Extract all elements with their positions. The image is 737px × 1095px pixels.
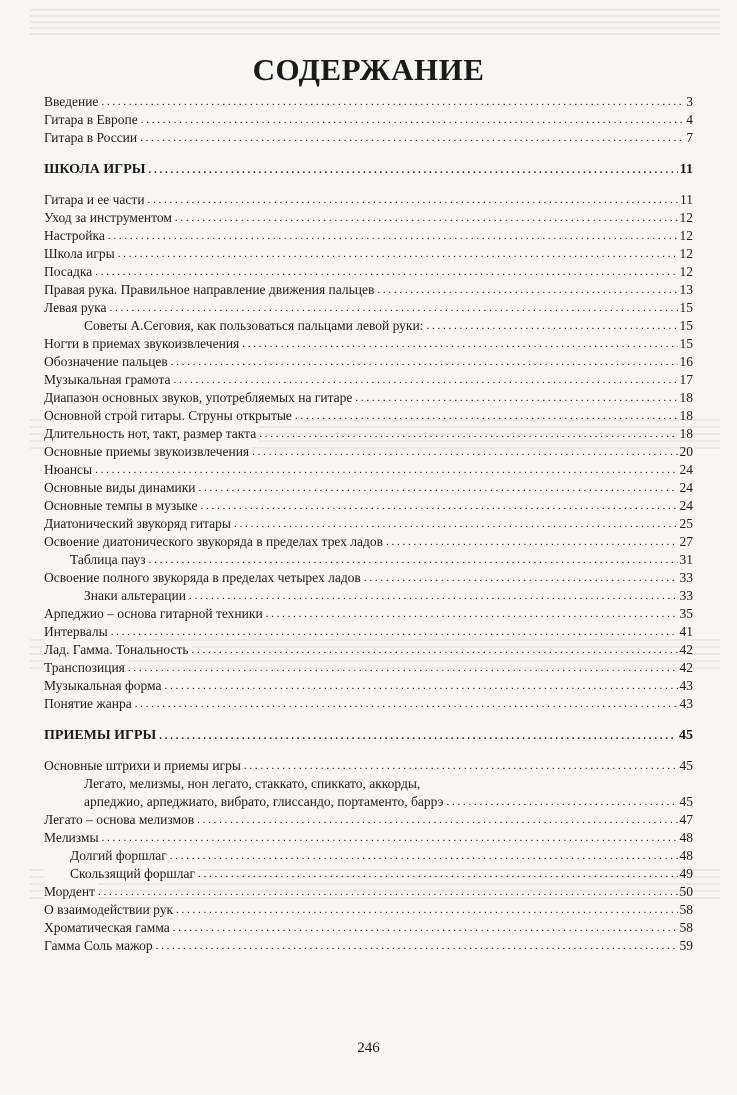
toc-entry[interactable]	[44, 793, 693, 811]
dot-leader	[386, 533, 677, 551]
toc-entry[interactable]	[44, 461, 693, 479]
toc-entry-label: Правая рука. Правильное направление движения пальцев	[44, 281, 377, 299]
section-title: ПРИЕМЫ ИГРЫ	[44, 727, 159, 745]
toc-entry-label: Основные штрихи и приемы игры	[44, 757, 244, 775]
toc-entry[interactable]	[44, 551, 693, 569]
page-title: СОДЕРЖАНИЕ	[252, 52, 485, 87]
toc-entry-page: 31	[679, 552, 693, 567]
toc-entry-page: 24	[679, 462, 693, 477]
dot-leader	[128, 659, 678, 677]
dot-leader	[201, 497, 678, 515]
dot-leader	[259, 425, 677, 443]
toc-entry-label: Диатонический звукоряд гитары	[44, 515, 234, 533]
toc-entry[interactable]	[44, 263, 693, 281]
dot-leader	[189, 587, 678, 605]
toc-entry-label: Основные темпы в музыке	[44, 497, 201, 515]
toc-entry-label: Лад. Гамма. Тональность	[44, 641, 192, 659]
dot-leader	[266, 605, 678, 623]
toc-entry[interactable]	[44, 829, 693, 847]
toc-entry[interactable]	[44, 865, 693, 883]
toc-entry-label: Нюансы	[44, 461, 95, 479]
toc-entry[interactable]	[44, 317, 693, 335]
toc-entry[interactable]	[44, 515, 693, 533]
toc-entry[interactable]	[44, 587, 693, 605]
toc-entry-label: Транспозиция	[44, 659, 128, 677]
dot-leader	[171, 353, 678, 371]
section-page: 11	[679, 162, 693, 177]
toc-entry[interactable]	[44, 901, 693, 919]
dot-leader	[234, 515, 678, 533]
dot-leader	[197, 811, 677, 829]
toc-entry-label: арпеджио, арпеджиато, вибрато, глиссандо, портаменто, баррэ	[44, 793, 446, 811]
toc-entry-label: Основной строй гитары. Струны открытые	[44, 407, 295, 425]
toc-entry[interactable]	[44, 623, 693, 641]
toc-entry[interactable]	[44, 389, 693, 407]
toc-entry[interactable]	[44, 443, 693, 461]
dot-leader	[149, 161, 678, 179]
toc-entry-label: Настройка	[44, 227, 108, 245]
dot-leader	[173, 919, 678, 937]
toc-entry-label: Основные приемы звукоизвлечения	[44, 443, 252, 461]
toc-entry-page: 33	[679, 570, 693, 585]
toc-entry-label: Мелизмы	[44, 829, 102, 847]
toc-entry-page: 41	[679, 624, 693, 639]
toc-entry-page: 48	[679, 830, 693, 845]
toc-entry-label: Диапазон основных звуков, употребляемых на гитаре	[44, 389, 355, 407]
toc-entry-label: Школа игры	[44, 245, 118, 263]
toc-entry-page: 18	[679, 426, 693, 441]
dot-leader	[110, 299, 678, 317]
toc-entry-page: 48	[679, 848, 693, 863]
toc-entry-page: 11	[680, 192, 693, 207]
toc-entry-label: Освоение полного звукоряда в пределах четырех ладов	[44, 569, 364, 587]
toc-entry-label: Освоение диатонического звукоряда в пределах трех ладов	[44, 533, 386, 551]
toc-entry-page: 24	[679, 498, 693, 513]
toc-entry-page: 3	[686, 94, 693, 109]
toc-entry-page: 15	[679, 300, 693, 315]
toc-entry-label: Гитара в России	[44, 129, 140, 147]
toc-entry-page: 42	[679, 642, 693, 657]
toc-entry[interactable]	[44, 335, 693, 353]
toc-entry-page: 45	[679, 758, 693, 773]
toc-entry-page: 18	[679, 408, 693, 423]
toc-entry[interactable]	[44, 847, 693, 865]
toc-entry[interactable]	[44, 129, 693, 147]
toc-entry-page: 49	[679, 866, 693, 881]
toc-entry-label: Посадка	[44, 263, 95, 281]
dot-leader	[426, 317, 677, 335]
toc-entry-label: Музыкальная грамота	[44, 371, 173, 389]
toc-entry-label: Обозначение пальцев	[44, 353, 171, 371]
dot-leader	[164, 677, 677, 695]
toc-entry[interactable]	[44, 227, 693, 245]
toc-entry-label: Советы А.Сеговия, как пользоваться пальцами левой руки:	[44, 317, 426, 335]
dot-leader	[102, 829, 678, 847]
toc-entry-page: 20	[679, 444, 693, 459]
dot-leader	[173, 371, 677, 389]
toc-entry[interactable]	[44, 775, 693, 793]
toc-entry-label: Ногти в приемах звукоизвлечения	[44, 335, 242, 353]
toc-entry-page: 18	[679, 390, 693, 405]
toc-entry[interactable]	[44, 371, 693, 389]
dot-leader	[98, 883, 678, 901]
toc-entry[interactable]	[44, 937, 693, 955]
toc-entry-label: Скользящий форшлаг	[44, 865, 198, 883]
toc-entry-label: Гитара и ее части	[44, 191, 148, 209]
dot-leader	[156, 937, 678, 955]
toc-entry-page: 42	[679, 660, 693, 675]
dot-leader	[101, 93, 684, 111]
toc-entry-label: Длительность нот, такт, размер такта	[44, 425, 259, 443]
toc-entry-page: 24	[679, 480, 693, 495]
dot-leader	[175, 209, 678, 227]
toc-entry-page: 12	[679, 264, 693, 279]
toc-entry-page: 58	[679, 920, 693, 935]
toc-entry[interactable]	[44, 191, 693, 209]
toc-entry-label: О взаимодействии рук	[44, 901, 176, 919]
toc-entry-page: 58	[679, 902, 693, 917]
dot-leader	[141, 111, 684, 129]
dot-leader	[95, 263, 677, 281]
toc-entry[interactable]	[44, 93, 693, 111]
toc-entry[interactable]	[44, 425, 693, 443]
toc-entry-label: Мордент	[44, 883, 98, 901]
toc-entry[interactable]	[44, 883, 693, 901]
toc-entry-page: 13	[679, 282, 693, 297]
page-number: 246	[357, 1040, 380, 1056]
toc-entry-label: Введение	[44, 93, 101, 111]
dot-leader	[295, 407, 678, 425]
dot-leader	[148, 191, 678, 209]
toc-entry[interactable]	[44, 605, 693, 623]
toc-entry-page: 47	[679, 812, 693, 827]
toc-entry-label: Музыкальная форма	[44, 677, 164, 695]
toc-entry-label: Хроматическая гамма	[44, 919, 173, 937]
dot-leader	[192, 641, 678, 659]
toc-entry[interactable]	[44, 569, 693, 587]
toc-entry-label: Легато – основа мелизмов	[44, 811, 197, 829]
toc-entry-label: Гамма Соль мажор	[44, 937, 156, 955]
toc-entry-page: 59	[679, 938, 693, 953]
dot-leader	[244, 757, 678, 775]
toc-entry-page: 7	[686, 130, 693, 145]
toc-entry[interactable]	[44, 479, 693, 497]
dot-leader	[423, 775, 691, 793]
dot-leader	[198, 865, 677, 883]
dot-leader	[140, 129, 684, 147]
toc-entry[interactable]	[44, 407, 693, 425]
dot-leader	[199, 479, 678, 497]
toc-entry[interactable]	[44, 533, 693, 551]
toc-entry-page: 50	[679, 884, 693, 899]
toc-entry-page: 12	[679, 246, 693, 261]
toc-entry[interactable]	[44, 299, 693, 317]
toc-entry[interactable]	[44, 353, 693, 371]
dot-leader	[118, 245, 678, 263]
dot-leader	[149, 551, 678, 569]
dot-leader	[95, 461, 677, 479]
toc-entry[interactable]	[44, 811, 693, 829]
dot-leader	[446, 793, 677, 811]
toc-entry-label: Долгий форшлаг	[44, 847, 170, 865]
toc-entry-label: Левая рука	[44, 299, 110, 317]
toc-entry-page: 45	[679, 794, 693, 809]
toc-entry[interactable]	[44, 757, 693, 775]
dot-leader	[170, 847, 678, 865]
dot-leader	[111, 623, 678, 641]
toc-entry-label: Легато, мелизмы, нон легато, стаккато, спиккато, аккорды,	[44, 775, 423, 793]
toc-entry-label: Таблица пауз	[44, 551, 149, 569]
toc-entry[interactable]	[44, 677, 693, 695]
toc-entry-label: Интервалы	[44, 623, 111, 641]
toc-entry-page: 25	[679, 516, 693, 531]
dot-leader	[159, 727, 677, 745]
toc-section-heading[interactable]	[44, 727, 693, 745]
toc-entry-page: 43	[679, 696, 693, 711]
toc-entry-page: 33	[679, 588, 693, 603]
toc-entry-page: 43	[679, 678, 693, 693]
toc-entry-page: 12	[679, 210, 693, 225]
toc-entry-page: 12	[679, 228, 693, 243]
toc-entry-label: Арпеджио – основа гитарной техники	[44, 605, 266, 623]
toc-entry-label: Основные виды динамики	[44, 479, 199, 497]
toc-entry[interactable]	[44, 245, 693, 263]
toc-entry-page: 15	[679, 336, 693, 351]
toc-entry-page: 27	[679, 534, 693, 549]
toc-entry[interactable]	[44, 111, 693, 129]
toc-entry-label: Уход за инструментом	[44, 209, 175, 227]
section-title: ШКОЛА ИГРЫ	[44, 161, 149, 179]
toc-entry[interactable]	[44, 281, 693, 299]
toc-entry-label: Знаки альтерации	[44, 587, 189, 605]
dot-leader	[377, 281, 677, 299]
dot-leader	[176, 901, 677, 919]
dot-leader	[242, 335, 677, 353]
toc-entry-page: 15	[679, 318, 693, 333]
dot-leader	[252, 443, 677, 461]
dot-leader	[355, 389, 677, 407]
toc-entry[interactable]	[44, 209, 693, 227]
toc-entry-label: Понятие жанра	[44, 695, 135, 713]
toc-entry-label: Гитара в Европе	[44, 111, 141, 129]
dot-leader	[135, 695, 678, 713]
toc-entry[interactable]	[44, 919, 693, 937]
toc-entry[interactable]	[44, 497, 693, 515]
toc-entry-page: 4	[686, 112, 693, 127]
toc-entry[interactable]	[44, 659, 693, 677]
toc-entry[interactable]	[44, 641, 693, 659]
dot-leader	[108, 227, 678, 245]
dot-leader	[364, 569, 678, 587]
toc-entry-page: 16	[679, 354, 693, 369]
section-page: 45	[679, 728, 693, 743]
toc-entry-page: 35	[679, 606, 693, 621]
toc-entry-page: 17	[679, 372, 693, 387]
toc-entry[interactable]	[44, 695, 693, 713]
toc-section-heading[interactable]	[44, 161, 693, 179]
table-of-contents	[44, 93, 693, 955]
